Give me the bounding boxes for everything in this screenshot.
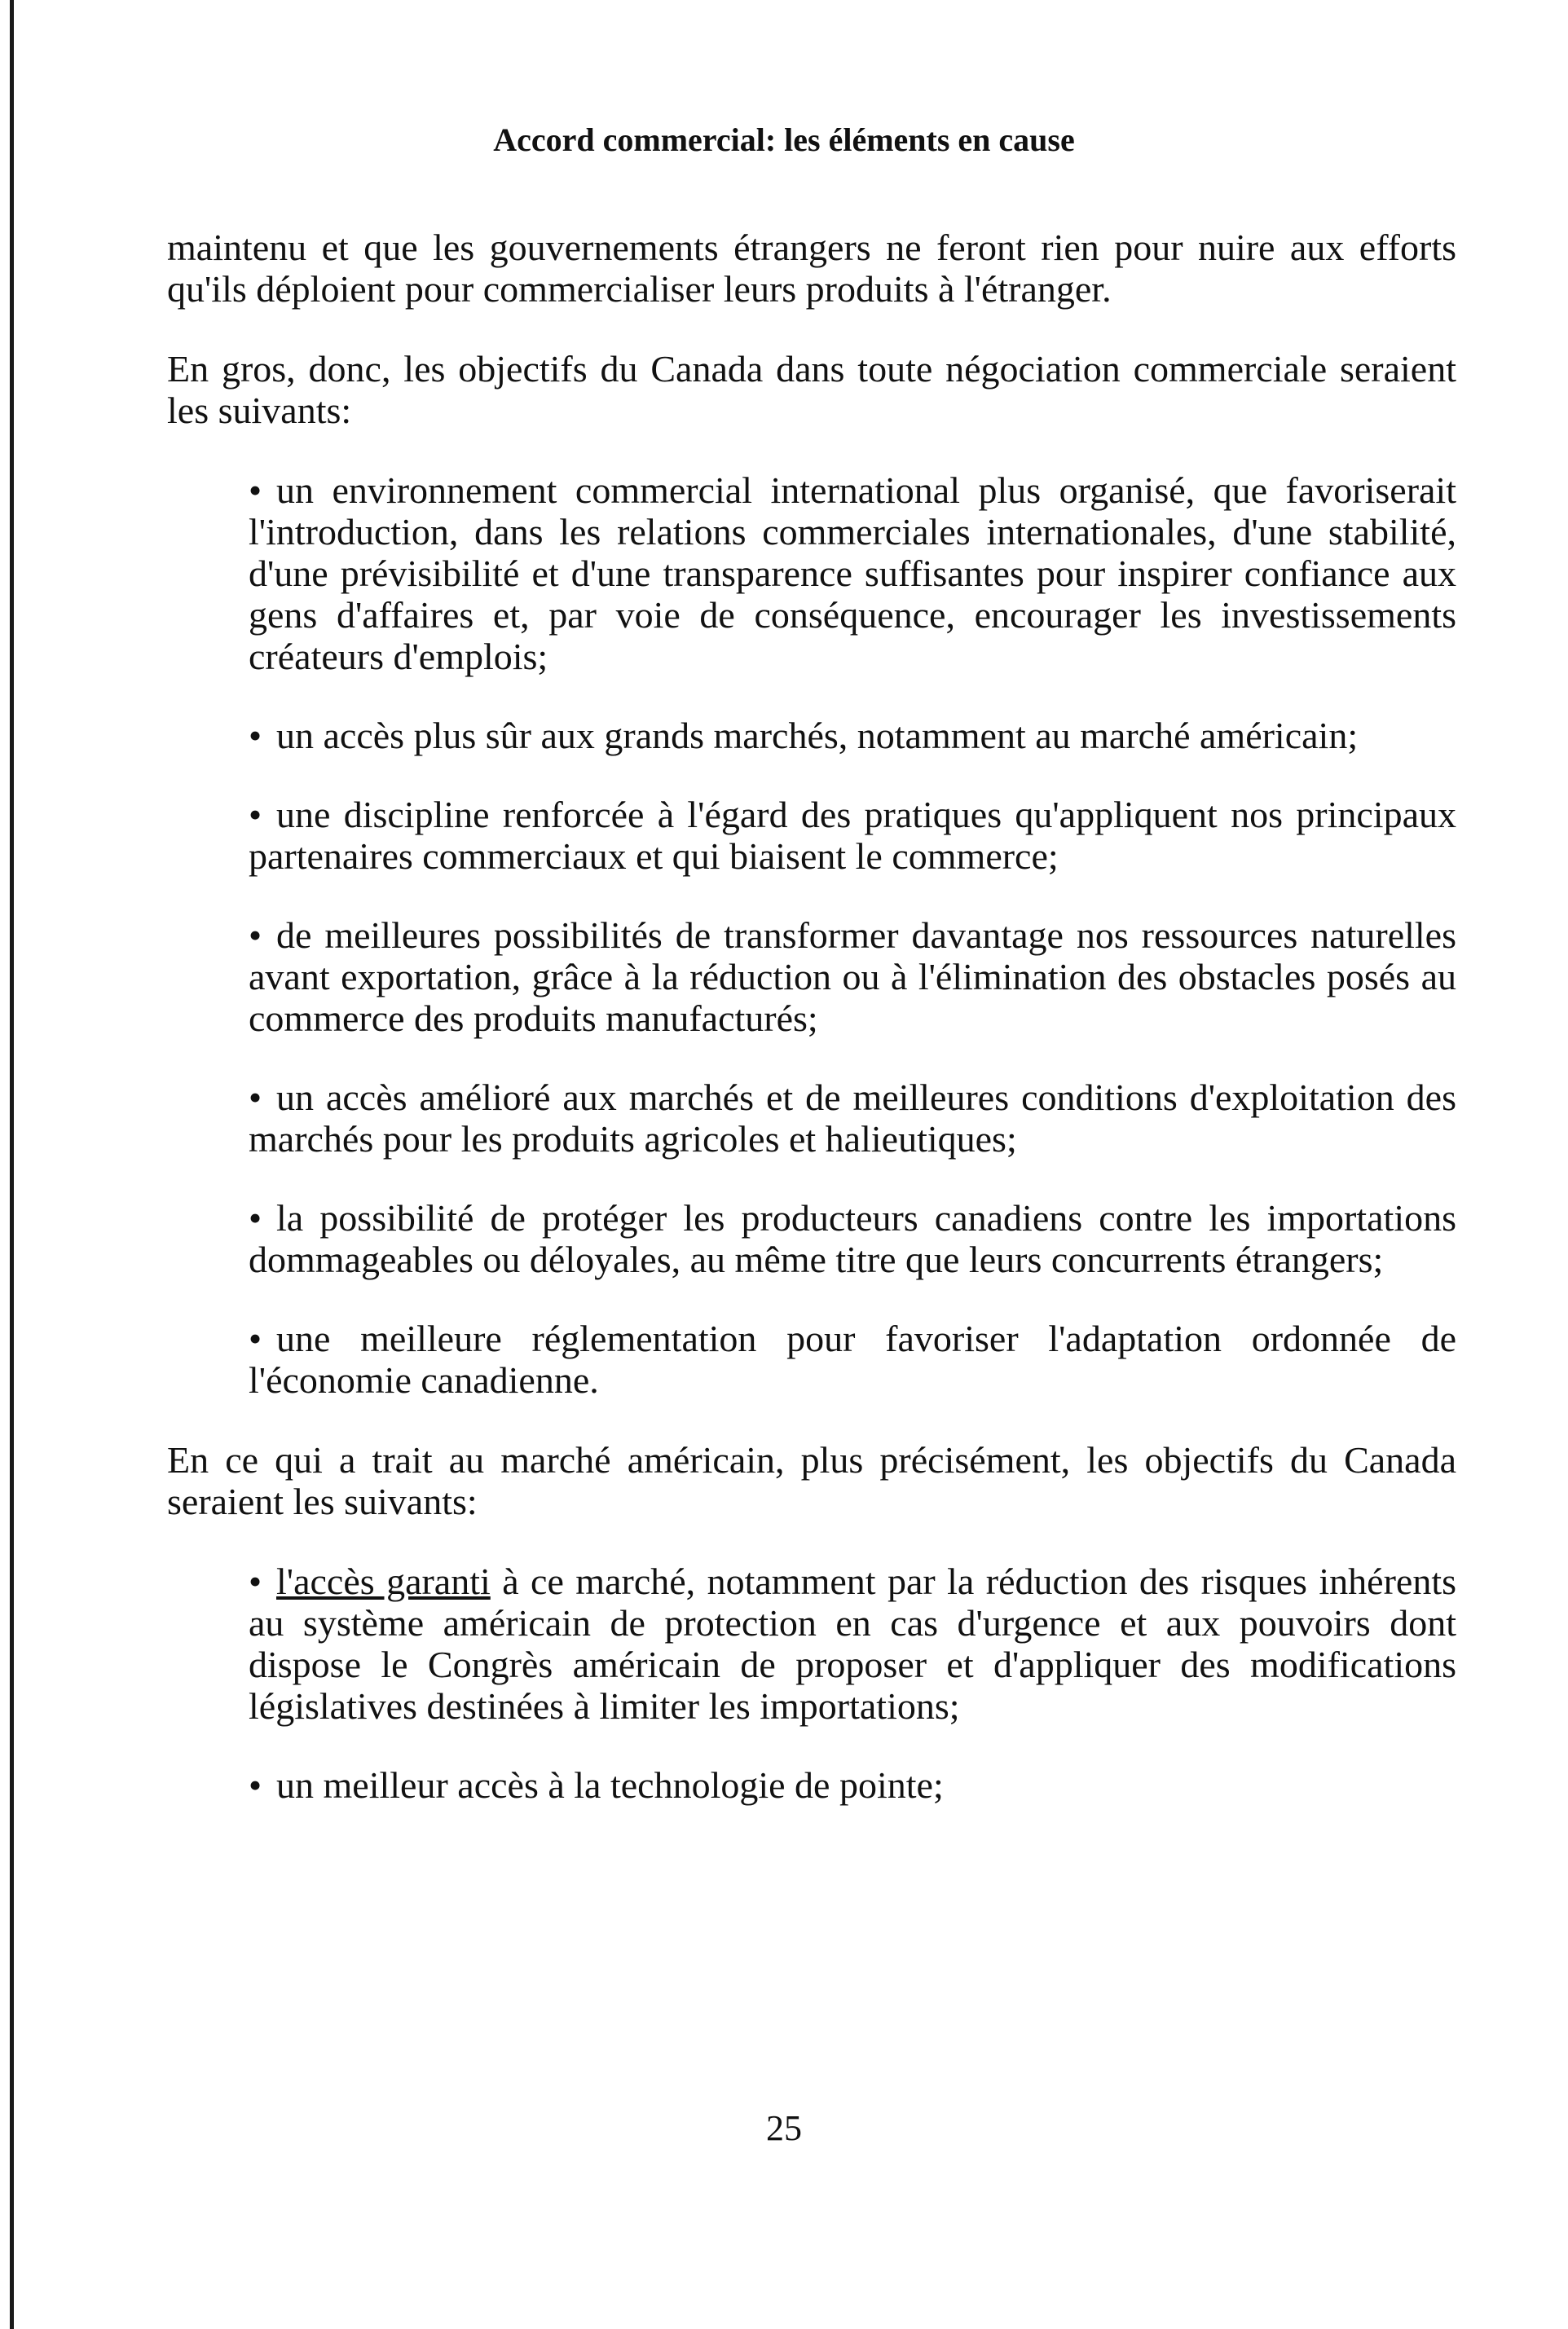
list-item-text: un accès plus sûr aux grands marchés, notamment au marché américain; <box>276 715 1359 756</box>
list-item <box>249 1076 1456 1160</box>
page-edge-rule <box>10 0 14 2329</box>
list-item-text: un meilleur accès à la technologie de pointe; <box>276 1764 944 1806</box>
bullet-icon: • <box>249 1561 262 1602</box>
list-item <box>249 715 1456 756</box>
list-item-text: la possibilité de protéger les producteurs canadiens contre les importations dommageables ou déloyales, au même titre que leurs concurrents étrangers; <box>249 1197 1456 1280</box>
list-item-text: à ce marché, notamment par la réduction des risques inhérents au système américain de protection en cas d'urgence et aux pouvoirs dont dispose le Congrès américain de proposer et d'appliquer des modifications législatives destinées à limiter les importations; <box>249 1561 1456 1727</box>
list-item-text: de meilleures possibilités de transformer davantage nos ressources naturelles avant exportation, grâce à la réduction ou à l'élimination des obstacles posés au commerce des produits manufacturés; <box>249 914 1456 1039</box>
list-item-text: un environnement commercial international plus organisé, que favoriserait l'introduction, dans les relations commerciales internationales, d'une stabilité, d'une prévisibilité et d'une transparence suffisantes pour inspirer confiance aux gens d'affaires et, par voie de conséquence, encourager les investissements créateurs d'emplois; <box>249 469 1456 677</box>
paragraph-us-market-intro: En ce qui a trait au marché américain, plus précisément, les objectifs du Canada seraient les suivants: <box>167 1439 1456 1522</box>
bullet-icon: • <box>249 469 262 511</box>
objectives-list <box>167 469 1456 1401</box>
list-item <box>249 1197 1456 1280</box>
bullet-icon: • <box>249 794 262 835</box>
paragraph-continuation: maintenu et que les gouvernements étrangers ne feront rien pour nuire aux efforts qu'ils déploient pour commercialiser leurs produits à l'étranger. <box>167 227 1456 310</box>
paragraph-objectives-intro: En gros, donc, les objectifs du Canada dans toute négociation commerciale seraient les suivants: <box>167 348 1456 431</box>
bullet-icon: • <box>249 1076 262 1118</box>
list-item <box>249 469 1456 677</box>
bullet-icon: • <box>249 914 262 956</box>
us-market-objectives-list <box>167 1561 1456 1806</box>
page-number: 25 <box>766 2108 802 2148</box>
list-item <box>249 914 1456 1039</box>
bullet-icon: • <box>249 1197 262 1239</box>
bullet-icon: • <box>249 715 262 756</box>
list-item-text: une meilleure réglementation pour favoriser l'adaptation ordonnée de l'économie canadienne. <box>249 1318 1456 1401</box>
list-item <box>249 794 1456 877</box>
page-body <box>167 227 1456 1844</box>
bullet-icon: • <box>249 1318 262 1359</box>
list-item <box>249 1764 1456 1806</box>
running-header: Accord commercial: les éléments en cause <box>493 121 1075 158</box>
list-item-text: une discipline renforcée à l'égard des pratiques qu'appliquent nos principaux partenaires commerciaux et qui biaisent le commerce; <box>249 794 1456 877</box>
bullet-icon: • <box>249 1764 262 1806</box>
list-item <box>249 1561 1456 1727</box>
list-item-text: un accès amélioré aux marchés et de meilleures conditions d'exploitation des marchés pour les produits agricoles et halieutiques; <box>249 1076 1456 1160</box>
list-item <box>249 1318 1456 1401</box>
underlined-term: l'accès garanti <box>276 1561 491 1602</box>
